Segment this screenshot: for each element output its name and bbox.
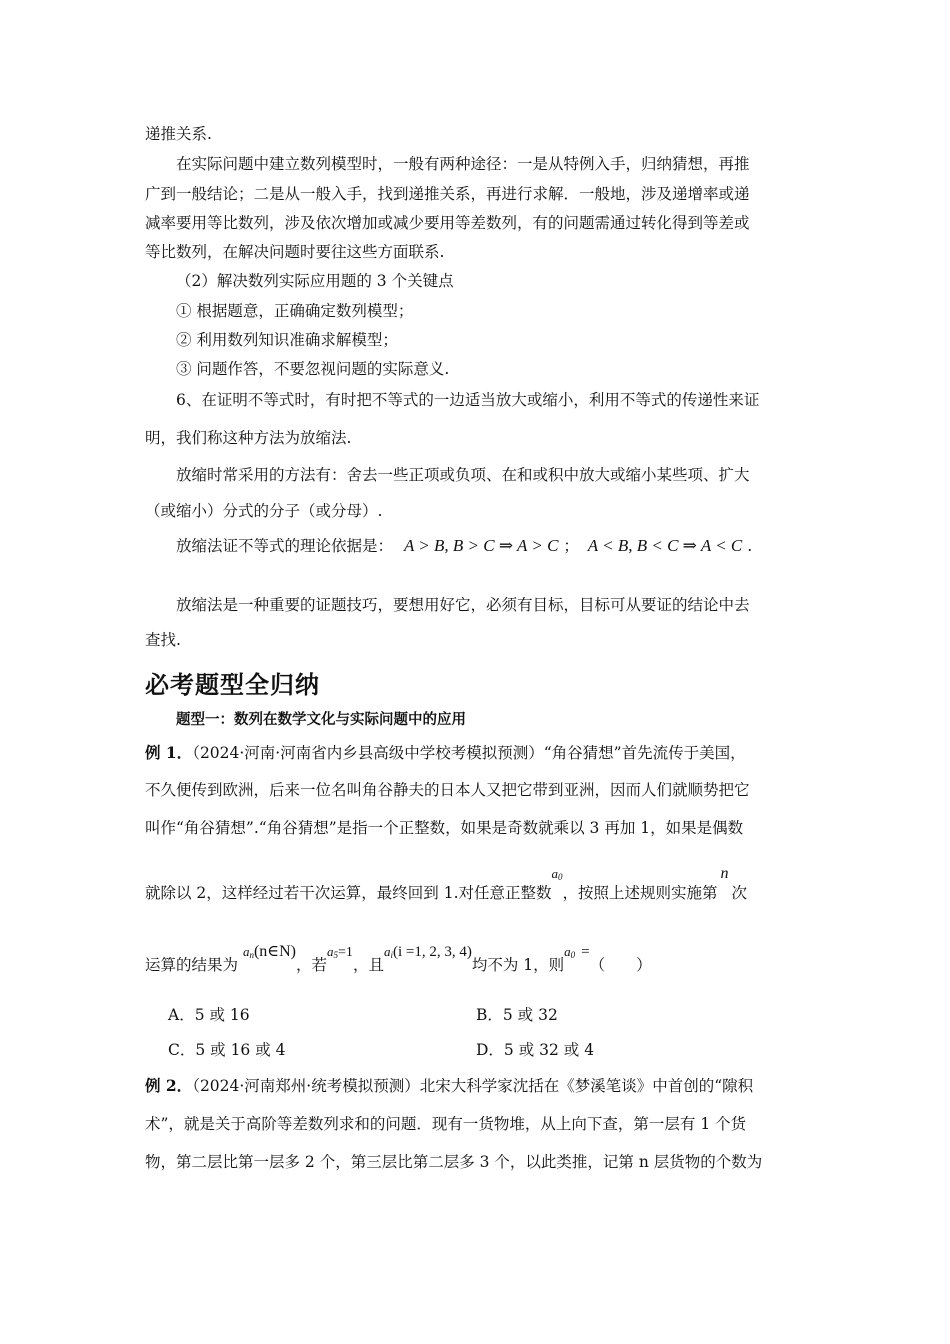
math-ai: ai(i =1, 2, 3, 4) [383, 944, 472, 960]
paragraph-line: （或缩小）分式的分子（或分母）. [145, 502, 383, 520]
math-a5: a5=1 [327, 944, 353, 960]
question-type-title: 题型一：数列在数学文化与实际问题中的应用 [176, 712, 466, 728]
paragraph-line: 明，我们称这种方法为放缩法. [145, 429, 352, 447]
math-a0: a0 [551, 866, 563, 882]
formula-transitive-gt: A > B, B > C ⇒ A > C [403, 536, 559, 555]
example-2-line [145, 1076, 753, 1096]
example-label: 例 2． [145, 1076, 193, 1095]
math-an: an(n∈N) [242, 943, 297, 960]
example-text: 均不为 1，则 [471, 956, 565, 974]
example-text: ，按照上述规则实施第 [562, 884, 718, 902]
formula-transitive-lt: A < B, B < C ⇒ A < C [587, 536, 743, 555]
keypoint-item: ③ 问题作答，不要忽视问题的实际意义. [176, 360, 450, 378]
paragraph-line: 等比数列，在解决问题时要往这些方面联系. [145, 243, 445, 261]
separator: ； [563, 537, 579, 555]
example-text: 运算的结果为 [145, 956, 239, 974]
paragraph-line: 放缩时常采用的方法有：舍去一些正项或负项、在和或积中放大或缩小某些项、扩大 [176, 466, 750, 484]
example-text: ，且 [352, 956, 384, 974]
example-text: ，若 [296, 956, 328, 974]
math-a0: a0 = [564, 944, 590, 960]
keypoint-item: ① 根据题意，正确确定数列模型； [176, 302, 414, 320]
example-text: （2024·河南郑州·统考模拟预测）北宋大科学家沈括在《梦溪笔谈》中首创的“隙积 [192, 1077, 754, 1095]
example-label: 例 1． [145, 743, 193, 762]
option-c[interactable]: C．5 或 16 或 4 [168, 1041, 286, 1059]
paragraph-line: 6、在证明不等式时，有时把不等式的一边适当放大或缩小，利用不等式的传递性来证 [176, 391, 760, 409]
example-2-line: 术”，就是关于高阶等差数列求和的问题．现有一货物堆，从上向下查，第一层有 1 个货 [145, 1115, 747, 1133]
keypoints-title: （2）解决数列实际应用题的 3 个关键点 [176, 272, 454, 290]
paragraph-line: 广到一般结论；二是从一般入手，找到递推关系，再进行求解．一般地，涉及递增率或递 [145, 185, 750, 203]
math-n: n [720, 865, 729, 882]
paragraph-line: 在实际问题中建立数列模型时，一般有两种途径：一是从特例入手，归纳猜想，再推 [176, 155, 750, 173]
paragraph-line: 减率要用等比数列，涉及依次增加或减少要用等差数列，有的问题需通过转化得到等差或 [145, 214, 750, 232]
paragraph-line: 放缩法是一种重要的证题技巧，要想用好它，必须有目标，目标可从要证的结论中去 [176, 596, 750, 614]
example-1-line [145, 743, 746, 763]
section-title: 必考题型全归纳 [145, 671, 320, 699]
example-2-line: 物，第二层比第一层多 2 个，第三层比第二层多 3 个，以此类推，记第 n 层货物的个数为 [145, 1153, 763, 1171]
example-text: 就除以 2，这样经过若干次运算，最终回到 1.对任意正整数 [145, 884, 552, 902]
option-b[interactable]: B．5 或 32 [476, 1006, 558, 1024]
paragraph-line: 查找. [145, 631, 181, 649]
example-text: （2024·河南·河南省内乡县高级中学校考模拟预测）“角谷猜想”首先流传于美国， [192, 744, 746, 762]
theory-basis-line [176, 536, 752, 556]
theory-prefix: 放缩法证不等式的理论依据是： [176, 537, 394, 555]
answer-blank: （ ） [589, 956, 652, 974]
example-1-line: 叫作“角谷猜想”.“角谷猜想”是指一个正整数，如果是奇数就乘以 3 再加 1，如果是偶数 [145, 819, 744, 837]
option-d[interactable]: D．5 或 32 或 4 [476, 1041, 595, 1059]
paragraph-line: 递推关系. [145, 125, 212, 143]
keypoint-item: ② 利用数列知识准确求解模型； [176, 331, 398, 349]
period: . [747, 537, 753, 555]
example-1-line [145, 865, 748, 905]
example-1-line: 不久便传到欧洲，后来一位名叫角谷静夫的日本人又把它带到亚洲，因而人们就顺势把它 [145, 781, 750, 799]
option-a[interactable]: A．5 或 16 [168, 1006, 250, 1024]
example-text: 次 [731, 884, 748, 902]
